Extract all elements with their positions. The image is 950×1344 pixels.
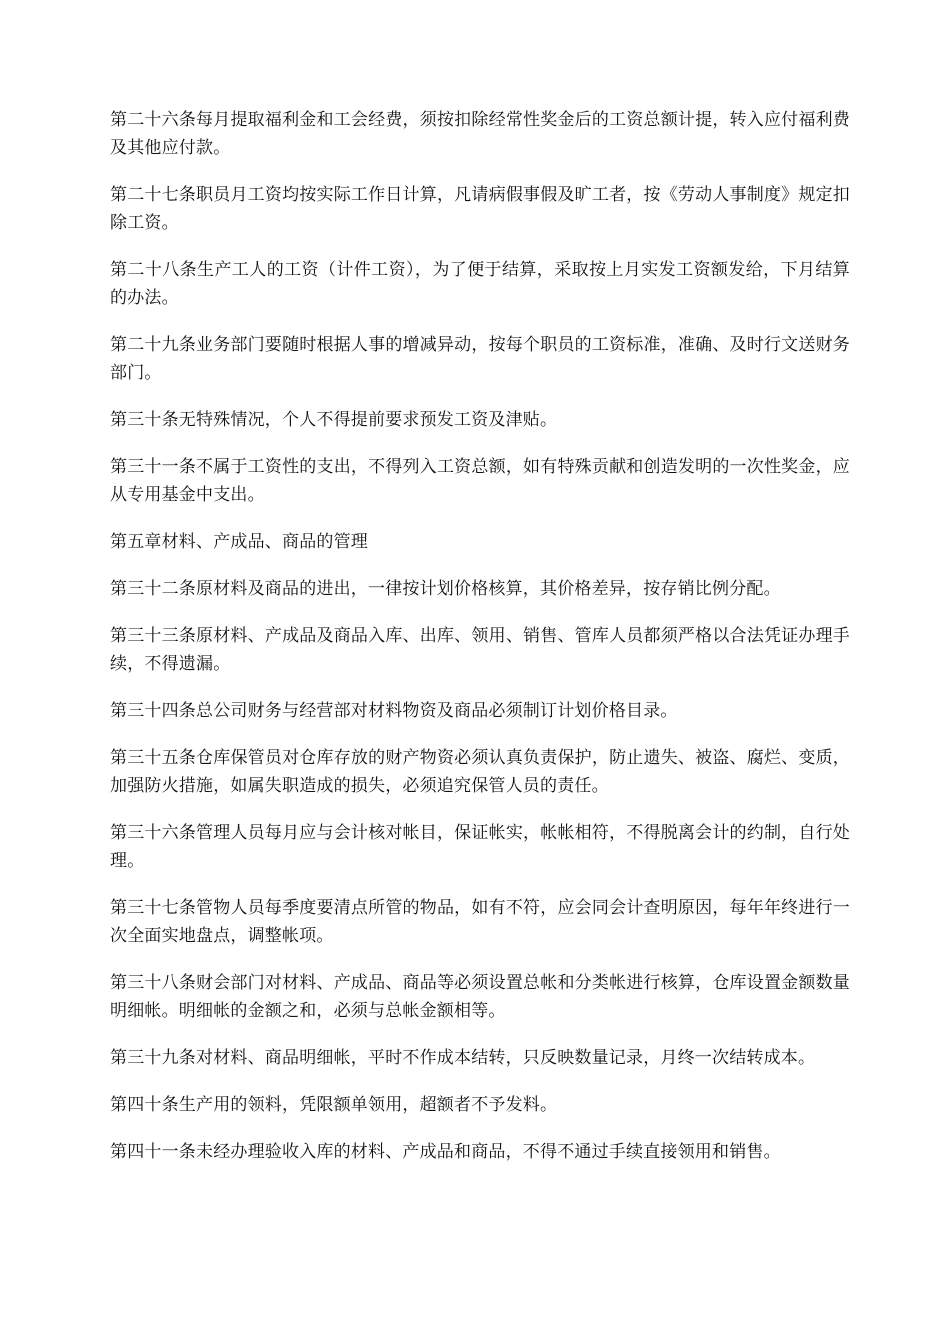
article-31-paragraph: 第三十一条不属于工资性的支出，不得列入工资总额，如有特殊贡献和创造发明的一次性奖金，应从专用基金中支出。 — [110, 457, 850, 505]
article-34-paragraph: 第三十四条总公司财务与经营部对材料物资及商品必须制订计划价格目录。 — [110, 701, 678, 721]
article-39-paragraph: 第三十九条对材料、商品明细帐，平时不作成本结转，只反映数量记录，月终一次结转成本。 — [110, 1048, 816, 1068]
article-27-paragraph: 第二十七条职员月工资均按实际工作日计算，凡请病假事假及旷工者，按《劳动人事制度》规定扣除工资。 — [110, 185, 850, 233]
article-38-paragraph: 第三十八条财会部门对材料、产成品、商品等必须设置总帐和分类帐进行核算，仓库设置金额数量明细帐。明细帐的金额之和，必须与总帐金额相等。 — [110, 973, 850, 1021]
article-40-paragraph: 第四十条生产用的领料，凭限额单领用，超额者不予发料。 — [110, 1095, 558, 1115]
article-33-paragraph: 第三十三条原材料、产成品及商品入库、出库、领用、销售、管库人员都须严格以合法凭证办理手续，不得遗漏。 — [110, 626, 850, 674]
article-28-paragraph: 第二十八条生产工人的工资（计件工资），为了便于结算，采取按上月实发工资额发给，下月结算的办法。 — [110, 260, 850, 308]
article-36-paragraph: 第三十六条管理人员每月应与会计核对帐目，保证帐实，帐帐相符，不得脱离会计的约制，自行处理。 — [110, 823, 850, 871]
document-body — [110, 106, 850, 1185]
article-30-paragraph: 第三十条无特殊情况，个人不得提前要求预发工资及津贴。 — [110, 410, 558, 430]
article-29-paragraph: 第二十九条业务部门要随时根据人事的增减异动，按每个职员的工资标准，准确、及时行文送财务部门。 — [110, 335, 850, 383]
article-32-paragraph: 第三十二条原材料及商品的进出，一律按计划价格核算，其价格差异，按存销比例分配。 — [110, 579, 781, 599]
article-37-paragraph: 第三十七条管物人员每季度要清点所管的物品，如有不符，应会同会计查明原因，每年年终进行一次全面实地盘点，调整帐项。 — [110, 898, 850, 946]
article-41-paragraph: 第四十一条未经办理验收入库的材料、产成品和商品，不得不通过手续直接领用和销售。 — [110, 1142, 781, 1162]
article-26-paragraph: 第二十六条每月提取福利金和工会经费，须按扣除经常性奖金后的工资总额计提，转入应付福利费及其他应付款。 — [110, 110, 850, 158]
article-35-paragraph: 第三十五条仓库保管员对仓库存放的财产物资必须认真负责保护，防止遗失、被盗、腐烂、变质，加强防火措施，如属失职造成的损失，必须追究保管人员的责任。 — [110, 748, 850, 796]
chapter-5-heading: 第五章材料、产成品、商品的管理 — [110, 532, 368, 552]
